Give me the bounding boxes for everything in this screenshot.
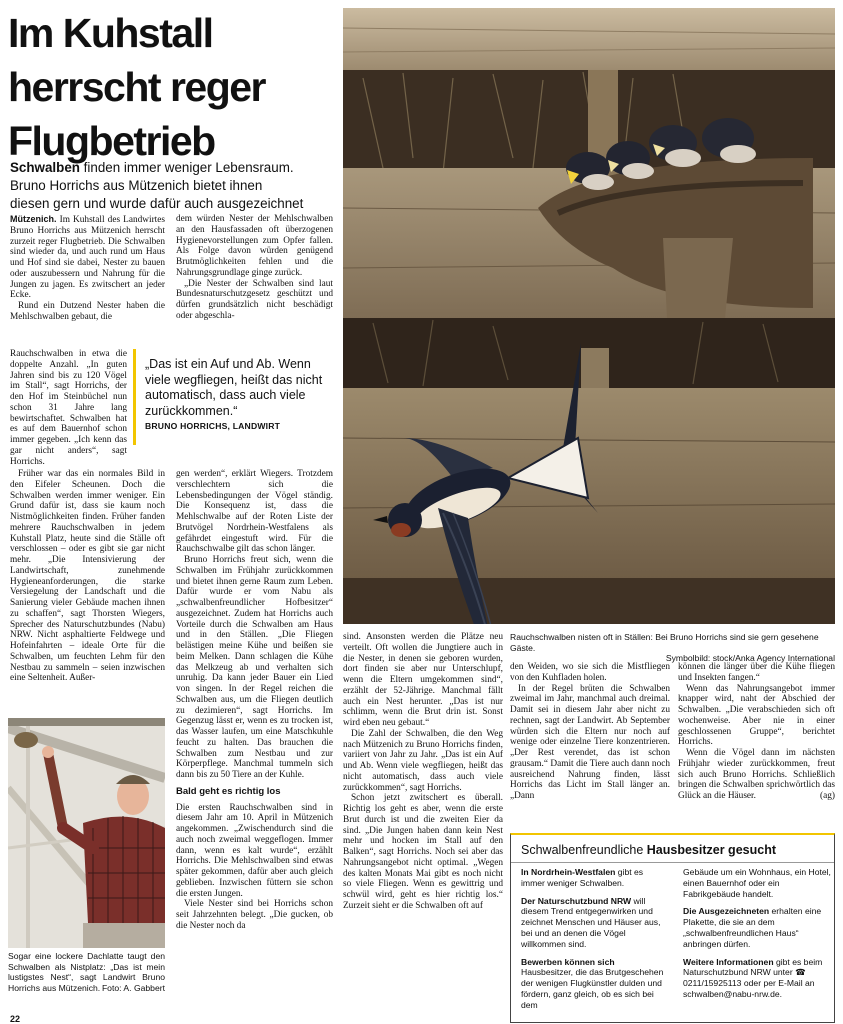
photo-credit: Foto: A. Gabbert — [101, 982, 165, 993]
farmer-photo-caption — [8, 951, 165, 993]
info-item: Die Ausgezeichneten erhalten eine Plakette, die sie an dem „schwalbenfreundlichen Haus“ anbringen dürfen. — [683, 906, 822, 949]
swallow-photo-illustration — [343, 8, 835, 624]
article-column-1-top — [10, 214, 165, 323]
article-paragraph: dem würden Nester der Mehlschwalben an den Hausfassaden oft überzogenen Hygienevorstellungen zum Opfer fallen. Als Folge davon würden genügend Brutmöglichkeiten fehlen und die Nahrungsgrundlage ginge zurück. — [176, 214, 333, 278]
article-paragraph: „Die Nester der Schwalben sind laut Bundesnaturschutzgesetz geschützt und dürfen grundsätzlich nicht beschädigt oder abgeschla- — [176, 278, 333, 321]
article-column-1-bottom — [10, 469, 165, 684]
info-item: Gebäude um ein Wohnhaus, ein Hotel, einen Bauernhof oder ein Fabrikgebäude handelt. — [683, 867, 831, 899]
article-paragraph: In der Regel brüten die Schwalben zweimal im Jahr, manchmal auch dreimal. Damit sei in diesem Jahr aber nicht zu rechnen, sagt der Landwirt. Ab September würden sich die Eltern nur noch auf wenige oder einzelne Tiere konzentrieren. „Der Rest verendet, das ist schon grausam.“ Damit die Tiere auch dann noch ausreichend Nahrung finden, lässt Horrichs das Licht im Stall länger an. „Dann — [510, 683, 670, 801]
info-box — [510, 833, 835, 1023]
info-box-column-1 — [521, 867, 669, 1018]
article-column-3 — [343, 632, 503, 912]
author-signature: (ag) — [820, 791, 835, 801]
info-box-column-2 — [683, 867, 831, 1007]
article-paragraph: Früher war das ein normales Bild in den Eifeler Scheunen. Doch die Schwalben werden immer weniger. Ein Grund dafür ist, dass sie kaum noch Nistmöglichkeiten finden. Früher fanden mehrere Rauchschwalben in jedem Kuhstall Platz, heute sind die Ställe oft verschlossen – oder es gibt sie gar nicht mehr. „Die Intensivierung der Landwirtschaft, zunehmende Hygieneanforderungen, die starke Versiegelung der Landschaft und die Sanierung vieler Gebäude machen ihnen zu schaffen“, sagt Thorsten Wiegers, Sprecher des Naturschutzbundes (Nabu) NRW. Nicht asphaltierte Feldwege und Hofeinfahrten – ideale Orte für die Schwalben, um feuchten Lehm für den Nestbau zu sammeln – seien inzwischen eine Seltenheit. Außer- — [10, 469, 165, 684]
info-box-title: Schwalbenfreundliche Hausbesitzer gesucht — [511, 835, 834, 863]
farmer-photo — [8, 718, 165, 948]
article-column-2-bottom — [176, 469, 333, 932]
article-paragraph: sind. Ansonsten werden die Plätze neu verteilt. Oft wollen die Jungtiere auch in die Nester, in denen sie geboren wurden, dort finden sie aber nur Unterschlupf, wenn die Eltern umgekommen sind“, erzählt der 52-Jährige. Manchmal fällt auch ein Nest herunter. „Das ist nur schlimm, wenn die Brut drin ist. Sonst wird eben neu gebaut.“ — [343, 632, 503, 728]
subhead — [10, 159, 340, 213]
caption-text: Sogar eine lockere Dachlatte taugt den Schwalben als Nistplatz: „Das ist mein lustigstes Nest“, sagt Landwirt Bruno Horrichs aus Mützenich. — [8, 951, 165, 993]
pull-quote-author: BRUNO HORRICHS, LANDWIRT — [145, 421, 281, 432]
article-column-5 — [678, 662, 835, 802]
dateline: Mützenich. — [10, 214, 57, 224]
main-photo — [343, 8, 835, 624]
article-subheading: Bald geht es richtig los — [176, 785, 281, 797]
article-paragraph: Bruno Horrichs freut sich, wenn die Schwalben im Frühjahr zurückkommen und bietet ihnen gerne Raum zum Leben. Dafür wurde er vom Nabu als „schwalbenfreundlicher Hofbesitzer“ ausgezeichnet. Zudem hat Horrichs auch Vorteile durch die Schwalben am Haus und in den Ställen. „Die Fliegen belästigen meine Kühe und beißen sie beim Melken. Dann schlagen die Kühe das Melkzeug ab und verhalten sich unruhig. Da kann jeder Bauer ein Lied von singen. In der Regel reichen die Schwalben aus, um die Fliegen deutlich zu dezimieren“, sagt Horrichs. Im Gegenzug lässt er, wenn es zu trocken ist, das Wasser laufen, um eine Matschkuhle feucht zu halten. Das brauchen die Schwalben zum Nestbau und zur Körperpflege. Manchmal tummeln sich dann bis zu 50 Tiere an der Kuhle. — [176, 555, 333, 780]
info-item: Der Naturschutzbund NRW will diesem Trend entgegenwirken und zeichnet Menschen und Häuser aus, bei und an denen die Vögel willkommen sind. — [521, 895, 661, 949]
headline — [8, 6, 338, 168]
info-item: Bewerben können sich Hausbesitzer, die das Brutgeschehen der wenigen Flugkünstler dulden und fördern, ganz gleich, ob es sich bei dem — [521, 956, 664, 1010]
subhead-lead: Schwalben — [10, 160, 80, 175]
article-paragraph: Die Zahl der Schwalben, die den Weg nach Mützenich zu Bruno Horrichs finden, variiert von Jahr zu Jahr. „Das ist ein Auf und Ab. Wenn viele wegfliegen, heißt das nicht automatisch, dass auch viele zurückkommen“, sagt Horrichs. — [343, 728, 503, 793]
caption-text: Rauchschwalben nisten oft in Ställen: Bei Bruno Horrichs sind sie gern gesehene Gäste. — [510, 632, 819, 653]
article-paragraph: Rauchschwalben in etwa die doppelte Anzahl. „In guten Jahren sind bis zu 120 Vögel im Stall“, sagt Horrichs, der den Hof im Steinbüchel nun schon 31 Jahre lang bewirtschaftet. Schwalben hat es auf dem Bauernhof schon immer gegeben. „Ich kenn das gar nicht anders“, sagt Horrichs. — [10, 349, 127, 467]
info-item: Weitere Informationen gibt es beim Naturschutzbund NRW unter ☎ 0211/15925113 oder per E-Mail an schwalben@nabu-nrw.de. — [683, 956, 823, 999]
article-paragraph: können die länger über die Kühe fliegen und Insekten fangen.“ — [678, 662, 835, 683]
headline-line-2: herrscht reger — [8, 64, 266, 110]
article-column-2-top — [176, 214, 333, 322]
info-item: In Nordrhein-Westfalen gibt es immer weniger Schwalben. — [521, 867, 644, 888]
article-column-4 — [510, 662, 670, 802]
headline-line-3: Flugbetrieb — [8, 118, 215, 164]
article-paragraph: gen werden“, erklärt Wiegers. Trotzdem verschlechtern sich die Lebensbedingungen der Vögel ständig. Die Konsequenz ist, dass die Mehlschwalbe auf der Roten Liste der Brutvögel Nordrhein-Westfalens als gefährdet eingestuft wird. Für die Rauchschwalbe gilt das schon länger. — [176, 469, 333, 555]
article-paragraph: Mützenich. Im Kuhstall des Landwirtes Bruno Horrichs aus Mützenich herrscht zurzeit reger Flugbetrieb. Die Schwalben sind wieder da, und auch rund um Haus und Hof sind sie dabei, Nester zu bauen oder auszubessern und Nahrung für die Jungen zu jagen. Es zwitschert an jeder Ecke. — [10, 214, 165, 301]
headline-line-1: Im Kuhstall — [8, 10, 213, 56]
pull-quote — [133, 349, 338, 445]
article-paragraph: Wenn das Nahrungsangebot immer knapper wird, naht der Abschied der Schwalben. „Die verabschieden sich oft wochenweise. Aber nie in einer geschlossenen Gruppe“, berichtet Horrichs. — [678, 683, 835, 748]
subhead-line-3: diesen gern und wurde dafür auch ausgezeichnet — [10, 196, 304, 211]
article-paragraph: Wenn die Vögel dann im nächsten Frühjahr wieder zurückkommen, freut sich auch Bruno Horrichs. Schließlich bringen die Schwalben sprichwörtlich das Glück an die Häuser. (ag) — [678, 748, 835, 801]
article-paragraph: Rund ein Dutzend Nester haben die Mehlschwalben gebaut, die — [10, 301, 165, 322]
article-paragraph: den Weiden, wo sie sich die Mistfliegen von den Kuhfladen holen. — [510, 662, 670, 683]
pull-quote-text: „Das ist ein Auf und Ab. Wenn viele wegfliegen, heißt das nicht automatisch, dass auch viele zurückkommen.“ — [145, 357, 323, 418]
subhead-rest: finden immer weniger Lebensraum. — [79, 160, 294, 175]
article-paragraph: Die ersten Rauchschwalben sind in diesem Jahr am 10. April in Mützenich angekommen. „Zwischendurch sind die auch noch zweimal weggeflogen. Immer dann, wenn es kalt wurde“, erzählt Horrichs. Die Mehlschwalben sind etwas später gekommen, dafür aber auch gleich geblieben. Inzwischen füttern sie schon die ersten Jungen. — [176, 802, 333, 899]
page-number: 22 — [10, 1014, 21, 1024]
article-paragraph: Schon jetzt zwitschert es überall. Richtig los geht es aber, wenn die erste Brut durch ist und die zweiten Eier da sind. „Die Jungen haben dann kein Nest mehr und hocken im Stall auf den Balken“, sagt Horrichs. Noch sei aber das Nahrungsangebot nicht optimal. „Wegen des kalten Monats Mai gibt es noch nicht so viele Fliegen. Wenn es gewittrig und schwül wird, geht es hier richtig los.“ Zurzeit sieht er die Schwalben oft auf — [343, 793, 503, 911]
farmer-photo-illustration — [8, 718, 165, 948]
subhead-line-2: Bruno Horrichs aus Mützenich bietet ihnen — [10, 178, 263, 193]
photo-credit: Symbolbild: stock/Anka Agency International — [665, 653, 835, 664]
main-photo-caption — [510, 632, 835, 664]
article-column-1-middle — [10, 349, 127, 467]
article-paragraph: Viele Nester sind bei Horrichs schon seit Jahrzehnten belegt. „Die gucken, ob die Nester noch da — [176, 899, 333, 931]
